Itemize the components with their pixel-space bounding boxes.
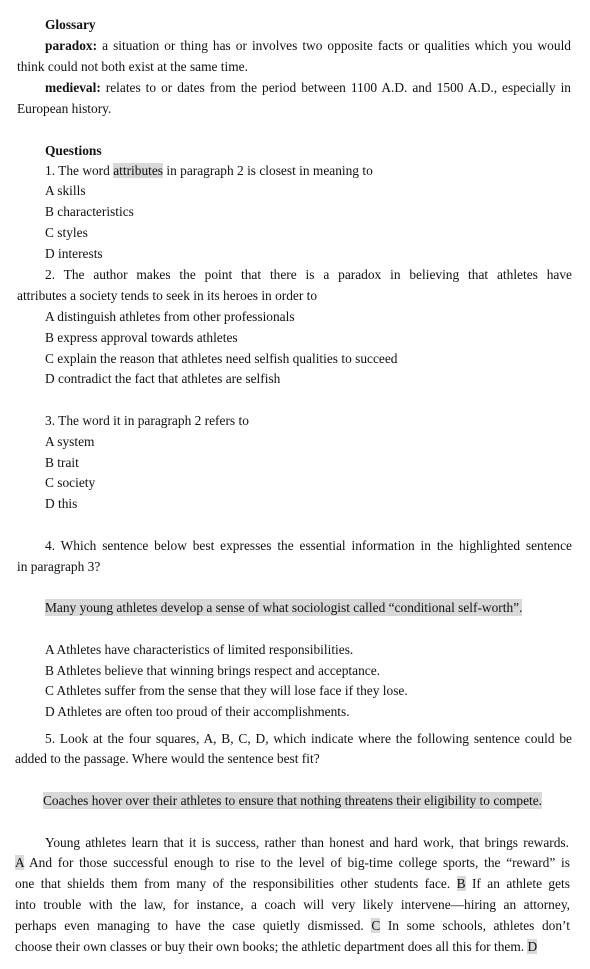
insert-marker-a[interactable]: A — [15, 855, 24, 870]
question-4-option-c[interactable]: C Athletes suffer from the sense that they will lose face if they lose. — [45, 683, 408, 698]
question-1-stem-end: in paragraph 2 is closest in meaning to — [163, 163, 373, 178]
questions-heading: Questions — [45, 143, 102, 158]
glossary-medieval-line-2: European history. — [17, 101, 112, 116]
question-3-option-a[interactable]: A system — [45, 434, 95, 449]
question-5-stem-line-2: added to the passage. Where would the sentence best fit? — [15, 751, 320, 766]
question-2-option-b[interactable]: B express approval towards athletes — [45, 330, 238, 345]
passage-line-1: Young athletes learn that it is success, rather than honest and hard work, that brings rewards. — [45, 835, 569, 850]
question-2-stem-line-2: attributes a society tends to seek in its heroes in order to — [17, 288, 318, 303]
glossary-paradox-line-1 — [45, 36, 571, 57]
question-2-option-d[interactable]: D contradict the fact that athletes are selfish — [45, 371, 281, 386]
passage-line-5-start: perhaps even managing to have the case quietly dismissed. — [15, 918, 372, 933]
question-2-option-c[interactable]: C explain the reason that athletes need selfish qualities to succeed — [45, 351, 398, 366]
passage-line-5 — [15, 916, 570, 937]
question-2-option-a[interactable]: A distinguish athletes from other professionals — [45, 309, 295, 324]
question-1-option-b[interactable]: B characteristics — [45, 204, 134, 219]
question-4-option-a[interactable]: A Athletes have characteristics of limited responsibilities. — [45, 642, 354, 657]
question-5-insert-sentence — [43, 791, 542, 812]
insert-marker-c[interactable]: C — [371, 918, 381, 933]
passage-line-6 — [15, 937, 537, 958]
passage-line-2-text: And for those successful enough to rise to the level of big-time college sports, the “reward” is — [23, 855, 570, 870]
glossary-paradox-definition: a situation or thing has or involves two opposite facts or qualities which you would — [97, 38, 571, 53]
question-1-stem — [45, 161, 373, 182]
question-4-option-b[interactable]: B Athletes believe that winning brings respect and acceptance. — [45, 663, 381, 678]
insert-marker-b[interactable]: B — [456, 876, 466, 891]
glossary-term-medieval: medieval: — [45, 80, 101, 95]
glossary-paradox-line-2: think could not both exist at the same time. — [17, 59, 248, 74]
question-3-stem: 3. The word it in paragraph 2 refers to — [45, 413, 249, 428]
question-2-stem-line-1: 2. The author makes the point that there is a paradox in believing that athletes have — [45, 267, 572, 282]
glossary-medieval-definition: relates to or dates from the period between 1100 A.D. and 1500 A.D., especially in — [100, 80, 571, 95]
glossary-term-paradox: paradox: — [45, 38, 98, 53]
passage-line-3-end: If an athlete gets — [465, 876, 570, 891]
question-3-option-d[interactable]: D this — [45, 496, 78, 511]
question-3-option-c[interactable]: C society — [45, 475, 96, 490]
question-4-highlighted-sentence — [45, 598, 522, 619]
question-4-stem-line-2: in paragraph 3? — [17, 559, 101, 574]
highlighted-sentence-text: Many young athletes develop a sense of what sociologist called “conditional self-worth”. — [45, 600, 523, 615]
question-3-option-b[interactable]: B trait — [45, 455, 79, 470]
question-1-option-a[interactable]: A skills — [45, 183, 86, 198]
question-4-option-d[interactable]: D Athletes are often too proud of their accomplishments. — [45, 704, 350, 719]
insert-sentence-text: Coaches hover over their athletes to ensure that nothing threatens their eligibility to compete. — [43, 793, 543, 808]
insert-marker-d[interactable]: D — [527, 939, 538, 954]
question-4-stem-line-1: 4. Which sentence below best expresses the essential information in the highlighted sentence — [45, 538, 572, 553]
glossary-medieval-line-1 — [45, 78, 571, 99]
passage-line-4: into trouble with the law, for instance, a coach will very likely intervene—hiring an attorney, — [15, 897, 570, 912]
question-1-option-d[interactable]: D interests — [45, 246, 103, 261]
passage-line-2 — [15, 853, 570, 874]
question-1-option-c[interactable]: C styles — [45, 225, 88, 240]
passage-line-3-start: one that shields them from many of the responsibilities other students face. — [15, 876, 457, 891]
question-5-stem-line-1: 5. Look at the four squares, A, B, C, D, which indicate where the following sentence could be — [45, 731, 572, 746]
passage-line-3 — [15, 874, 570, 895]
highlighted-word-attributes: attributes — [113, 163, 164, 178]
passage-line-6-text: choose their own classes or buy their own books; the athletic department does all this for them. — [15, 939, 528, 954]
question-1-stem-start: 1. The word — [45, 163, 114, 178]
passage-line-5-end: In some schools, athletes don’t — [380, 918, 570, 933]
glossary-heading: Glossary — [45, 17, 96, 32]
